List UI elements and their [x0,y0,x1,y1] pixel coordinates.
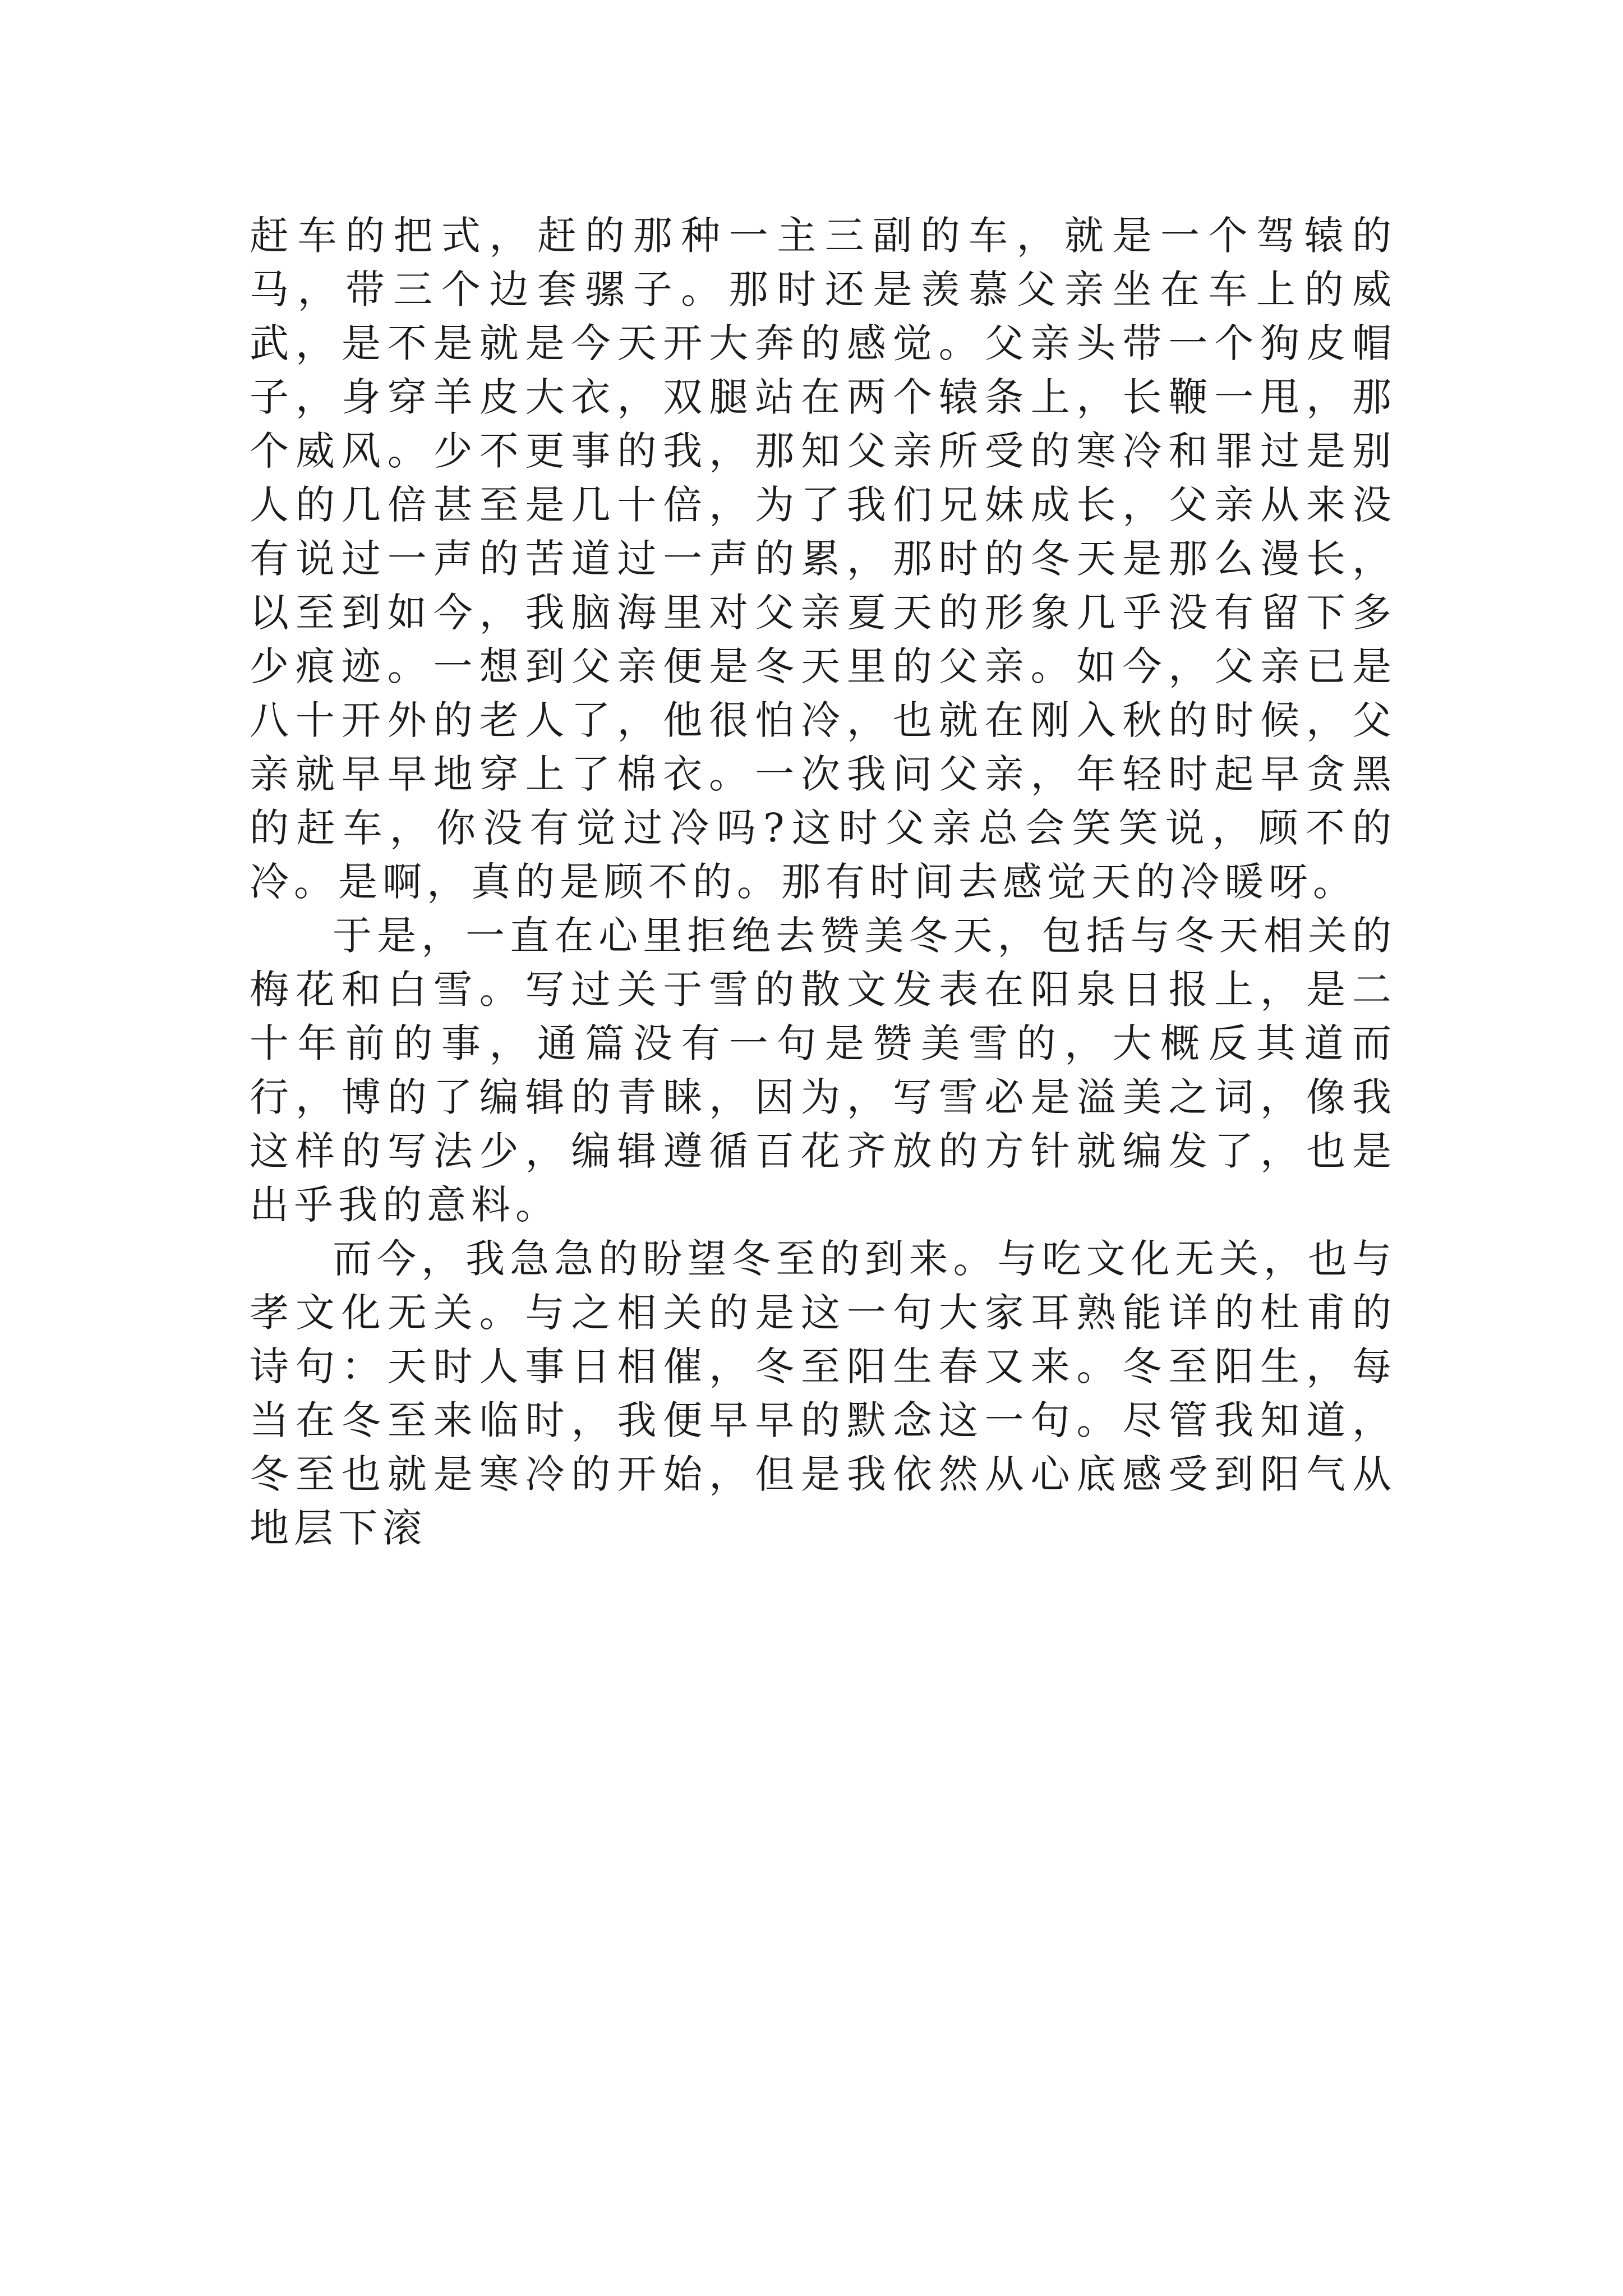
paragraph-2: 于是，一直在心里拒绝去赞美冬天，包括与冬天相关的梅花和白雪。写过关于雪的散文发表在阳泉日报上，是二十年前的事，通篇没有一句是赞美雪的，大概反其道而行，博的了编辑的青睐，因为，写雪必是溢美之词，像我这样的写法少，编辑遵循百花齐放的方针就编发了，也是出乎我的意料。 [250,913,1396,1228]
body-text [250,209,1396,1555]
paragraph-1: 赶车的把式，赶的那种一主三副的车，就是一个驾辕的马，带三个边套骡子。那时还是羡慕父亲坐在车上的威武，是不是就是今天开大奔的感觉。父亲头带一个狗皮帽子，身穿羊皮大衣，双腿站在两个辕条上，长鞭一甩，那个威风。少不更事的我，那知父亲所受的寒冷和罪过是别人的几倍甚至是几十倍，为了我们兄妹成长，父亲从来没有说过一声的苦道过一声的累，那时的冬天是那么漫长，以至到如今，我脑海里对父亲夏天的形象几乎没有留下多少痕迹。一想到父亲便是冬天里的父亲。如今，父亲已是八十开外的老人了，他很怕冷，也就在刚入秋的时候，父亲就早早地穿上了棉衣。一次我问父亲，年轻时起早贪黑的赶车，你没有觉过冷吗?这时父亲总会笑笑说，顾不的冷。是啊，真的是顾不的。那有时间去感觉天的冷暖呀。 [250,213,1396,905]
paragraph-3: 而今，我急急的盼望冬至的到来。与吃文化无关，也与孝文化无关。与之相关的是这一句大家耳熟能详的杜甫的诗句：天时人事日相催，冬至阳生春又来。冬至阳生，每当在冬至来临时，我便早早的默念这一句。尽管我知道，冬至也就是寒冷的开始，但是我依然从心底感受到阳气从地层下滚 [250,1236,1396,1551]
